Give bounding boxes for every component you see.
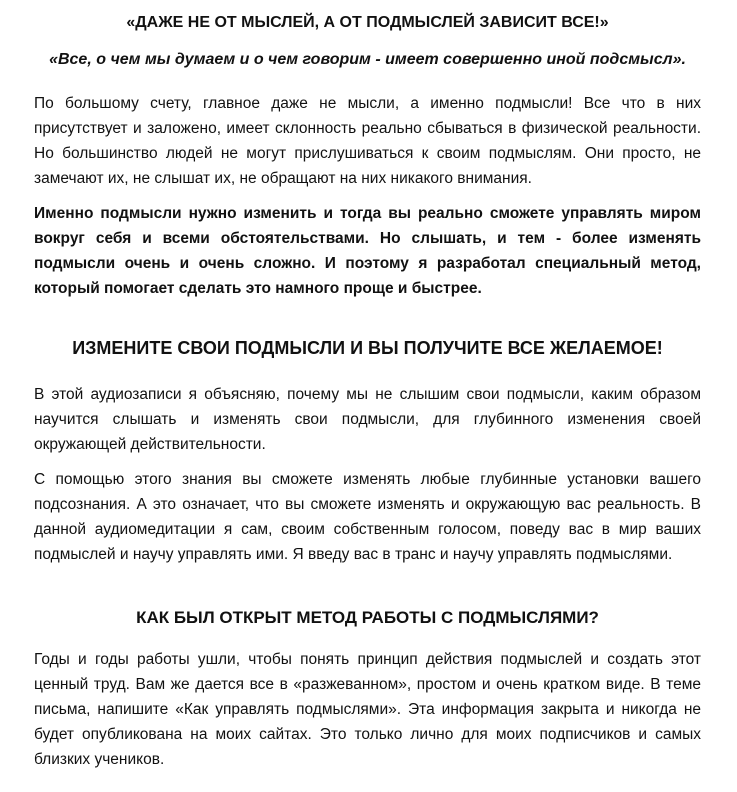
emphasis-paragraph: Именно подмысли нужно изменить и тогда вы реально сможете управлять миром вокруг себя и всеми обстоятельствами. Но слышать, и тем - более изменять подмысли очень и очень сложно. И поэтому я разработал специальный метод, который помогает сделать это намного проще и быстрее. xyxy=(34,205,701,297)
section1-paragraph-2: С помощью этого знания вы сможете изменять любые глубинные установки вашего подсознания. А это означает, что вы сможете изменять и окружающую вас реальность. В данной аудиомедитации я сам, своим собственным голосом, поведу вас в мир ваших подмыслей и научу управлять ими. Я введу вас в транс и научу управлять подмыслями. xyxy=(34,471,701,563)
section2-paragraph-1: Годы и годы работы ушли, чтобы понять принцип действия подмыслей и создать этот ценный труд. Вам же дается все в «разжеванном», простом и очень кратком виде. В теме письма, напишите «Как управлять подмыслями». Эта информация закрыта и никогда не будет опубликована на моих сайтах. Это только лично для моих подписчиков и самых близких учеников. xyxy=(34,651,701,768)
document-title: «ДАЖЕ НЕ ОТ МЫСЛЕЙ, А ОТ ПОДМЫСЛЕЙ ЗАВИСИТ ВСЕ!» xyxy=(126,14,609,31)
intro-paragraph: По большому счету, главное даже не мысли, а именно подмысли! Все что в них присутствует и заложено, имеет склонность реально сбываться в физической реальности. Но большинство людей не могут прислушиваться к своим подмыслям. Они просто, не замечают их, не слышат их, не обращают на них никакого внимания. xyxy=(34,95,701,187)
section-heading-method-discovery: КАК БЫЛ ОТКРЫТ МЕТОД РАБОТЫ С ПОДМЫСЛЯМИ? xyxy=(136,608,599,627)
section1-paragraph-1: В этой аудиозаписи я объясняю, почему мы не слышим свои подмысли, каким образом научится слышать и изменять свои подмысли, для глубинного изменения своей окружающей действительности. xyxy=(34,386,701,453)
section-heading-change-submeanings: ИЗМЕНИТЕ СВОИ ПОДМЫСЛИ И ВЫ ПОЛУЧИТЕ ВСЕ ЖЕЛАЕМОЕ! xyxy=(72,338,663,358)
document-subtitle: «Все, о чем мы думаем и о чем говорим - имеет совершенно иной подсмысл». xyxy=(49,51,686,68)
